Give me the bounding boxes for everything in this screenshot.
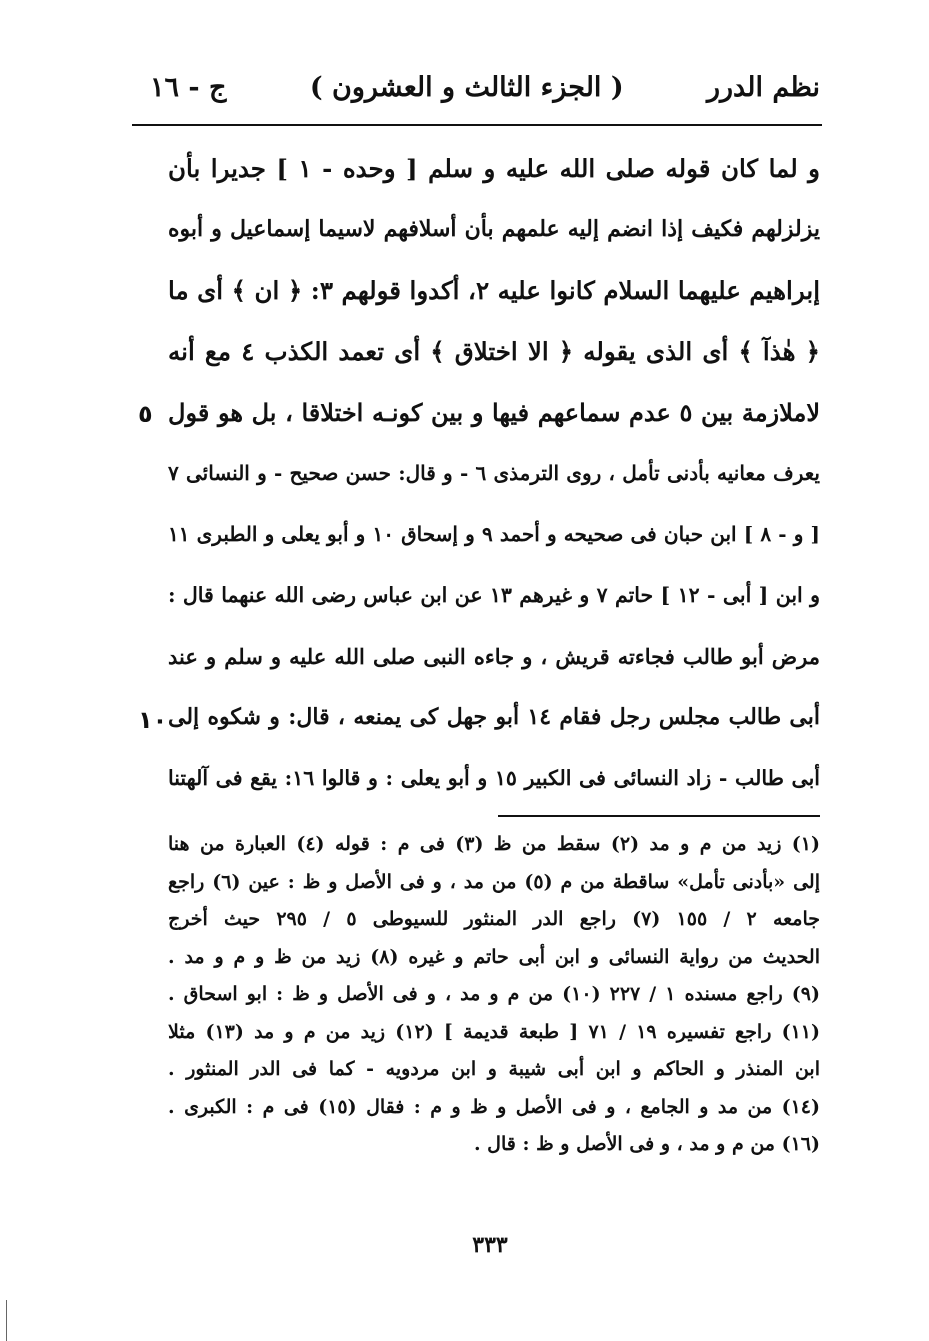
book-title: نظم الدرر xyxy=(706,71,820,103)
text-line: مرض أبو طالب فجاءته قريش ، و جاءه النبى صلى الله عليه و سلم و عند xyxy=(168,644,820,669)
text-line: لاملازمة بين ٥ عدم سماعهم فيها و بين كونـه اختلاقا ، بل هو قول xyxy=(168,398,820,427)
header-rule xyxy=(132,124,822,126)
text-line: يزلزلهم فكيف إذا انضم إليه علمهم بأن أسلافهم لاسيما إسماعيل و أبوه xyxy=(168,216,820,242)
main-text xyxy=(168,138,820,809)
text-line: و ابن [ أبى - ١٢ ] حاتم ٧ و غيرهم ١٣ عن ابن عباس رضى الله عنهما قال : xyxy=(168,583,820,607)
part-marker: ج - ١٦ xyxy=(150,71,227,103)
page-number: ٣٣٣ xyxy=(472,1232,508,1258)
footnote-line: (١) زيد من م و مد (٢) سقط من ظ (٣) فى م : قوله (٤) العبارة من هنا xyxy=(168,833,820,855)
footnote-line: (١٤) من مد و الجامع ، و فى الأصل و ظ و م : فقال (١٥) فى م : الكبرى . xyxy=(168,1095,820,1118)
footnote-line: إلى «بأدنى تأمل» ساقطة من م (٥) من مد ، و فى الأصل و ظ : عين (٦) راجع xyxy=(168,870,820,893)
running-header xyxy=(150,62,820,112)
footnote-line: (١٦) من م و مد ، و فى الأصل و ظ : قال . xyxy=(473,1133,820,1155)
footnote-line: جامعه ٢ / ١٥٥ (٧) راجع الدر المنثور للسيوطى ٥ / ٢٩٥ حيث أخرج xyxy=(168,908,820,930)
footnote-rule xyxy=(498,815,820,817)
text-line: [ و - ٨ ] ابن حبان فى صحيحه و أحمد ٩ و إسحاق ١٠ و أبو يعلى و الطبرى ١١ xyxy=(168,522,820,546)
footnote-line: الحديث من رواية النسائى و ابن أبى حاتم و غيره (٨) زيد من ظ و م و مد . xyxy=(168,945,820,968)
footnote-line: (٩) راجع مسنده ١ / ٢٢٧ (١٠) من م و مد ، و فى الأصل و ظ : ابو اسحاق . xyxy=(168,983,820,1005)
section-title: ( الجزء الثالث و العشرون ) xyxy=(309,71,624,103)
text-line: يعرف معانيه بأدنى تأمل ، روى الترمذى ٦ - و قال: حسن صحيح - و النسائى ٧ xyxy=(168,461,820,485)
text-line: إبراهيم عليهما السلام كانوا عليه ٢، أكدوا قولهم ٣: ﴿ ان ﴾ أى ما xyxy=(168,276,820,305)
text-line: أبى طالب - زاد النسائى فى الكبير ١٥ و أبو يعلى : و قالوا ١٦: يقع فى آلهتنا xyxy=(168,766,820,790)
text-line: أبى طالب مجلس رجل فقام ١٤ أبو جهل كى يمنعه ، قال: و شكوه إلى xyxy=(168,704,820,730)
margin-line-number: ٥ xyxy=(138,400,153,428)
footnotes xyxy=(168,826,820,1164)
footnote-line: ابن المنذر و الحاكم و ابن أبى شيبة و ابن مردويه - كما فى الدر المنثور . xyxy=(168,1058,820,1080)
scan-edge-line xyxy=(6,1300,7,1341)
text-line: ﴿ هٰذآ ﴾ أى الذى يقوله ﴿ الا اختلاق ﴾ أى تعمد الكذب ٤ مع أنه xyxy=(168,337,820,366)
margin-line-number: ١٠ xyxy=(138,706,168,734)
text-line: و لما كان قوله صلى الله عليه و سلم [ وحده - ١ ] جديرا بأن xyxy=(168,154,820,183)
footnote-line: (١١) راجع تفسيره ١٩ / ٧١ [ طبعة قديمة ] (١٢) زيد من م و مد (١٣) مثلا xyxy=(168,1020,820,1043)
